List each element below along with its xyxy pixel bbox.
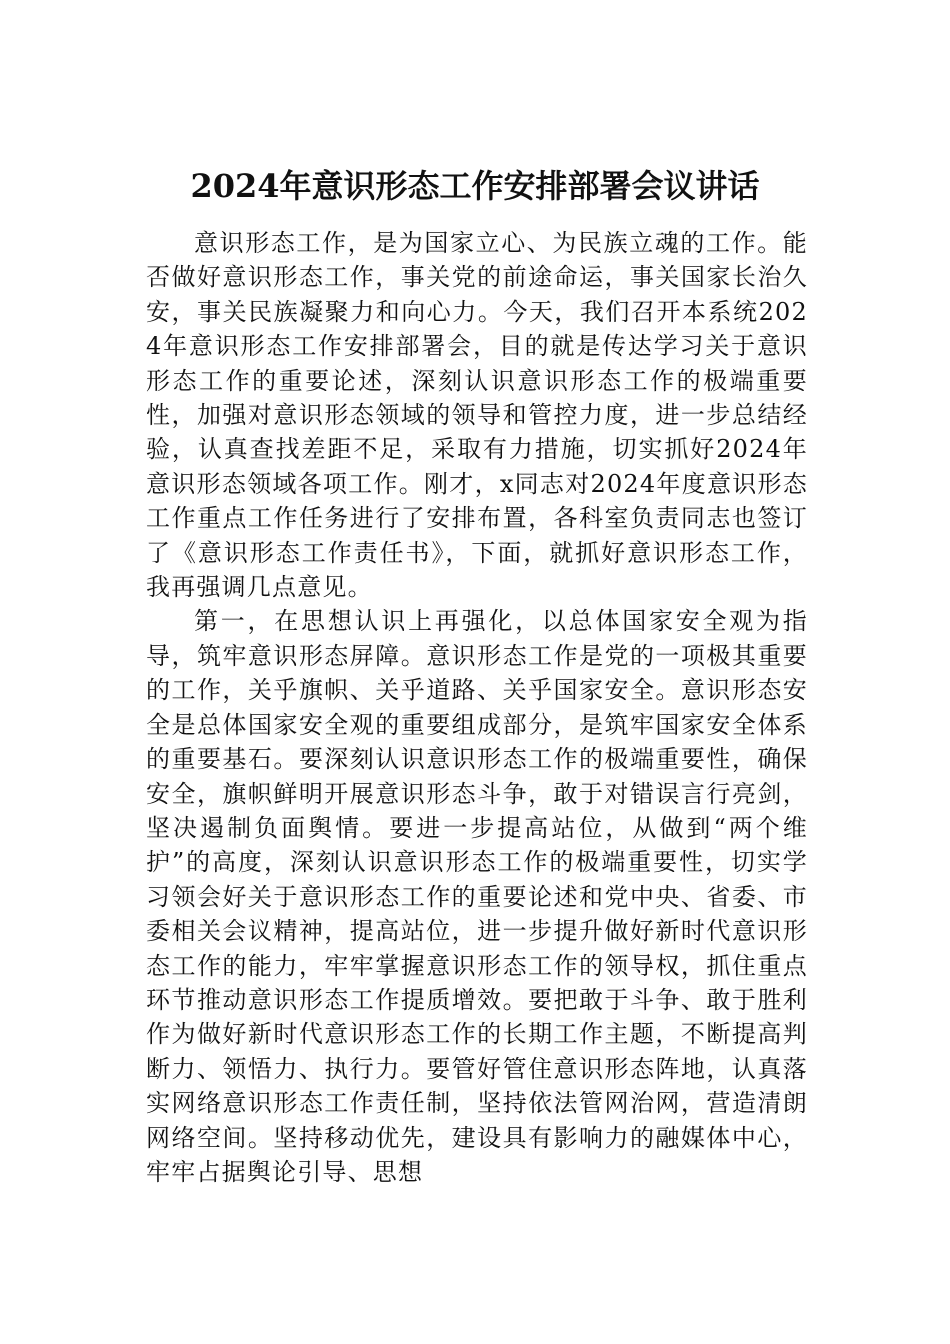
paragraph-first-point: 第一，在思想认识上再强化，以总体国家安全观为指导，筑牢意识形态屏障。意识形态工作是党的一项极其重要的工作，关乎旗帜、关乎道路、关乎国家安全。意识形态安全是总体国家安全观的重要组成部分，是筑牢国家安全体系的重要基石。要深刻认识意识形态工作的极端重要性，确保安全，旗帜鲜明开展意识形态斗争，敢于对错误言行亮剑，坚决遏制负面舆情。要进一步提高站位，从做到“两个维护”的高度，深刻认识意识形态工作的极端重要性，切实学习领会好关于意识形态工作的重要论述和党中央、省委、市委相关会议精神，提高站位，进一步提升做好新时代意识形态工作的能力，牢牢掌握意识形态工作的领导权，抓住重点环节推动意识形态工作提质增效。要把敢于斗争、敢于胜利作为做好新时代意识形态工作的长期工作主题，不断提高判断力、领悟力、执行力。要管好管住意识形态阵地，认真落实网络意识形态工作责任制，坚持依法管网治网，营造清朗网络空间。坚持移动优先，建设具有影响力的融媒体中心，牢牢占据舆论引导、思想 xyxy=(146,607,808,1186)
document-body xyxy=(146,226,808,1189)
paragraph-intro: 意识形态工作，是为国家立心、为民族立魂的工作。能否做好意识形态工作，事关党的前途命运，事关国家长治久安，事关民族凝聚力和向心力。今天，我们召开本系统2024年意识形态工作安排部署会，目的就是传达学习关于意识形态工作的重要论述，深刻认识意识形态工作的极端重要性，加强对意识形态领域的领导和管控力度，进一步总结经验，认真查找差距不足，采取有力措施，切实抓好2024年意识形态领域各项工作。刚才，x同志对2024年度意识形态工作重点工作任务进行了安排布置，各科室负责同志也签订了《意识形态工作责任书》，下面，就抓好意识形态工作，我再强调几点意见。 xyxy=(146,229,808,602)
document-title: 2024年意识形态工作安排部署会议讲话 xyxy=(190,167,760,205)
